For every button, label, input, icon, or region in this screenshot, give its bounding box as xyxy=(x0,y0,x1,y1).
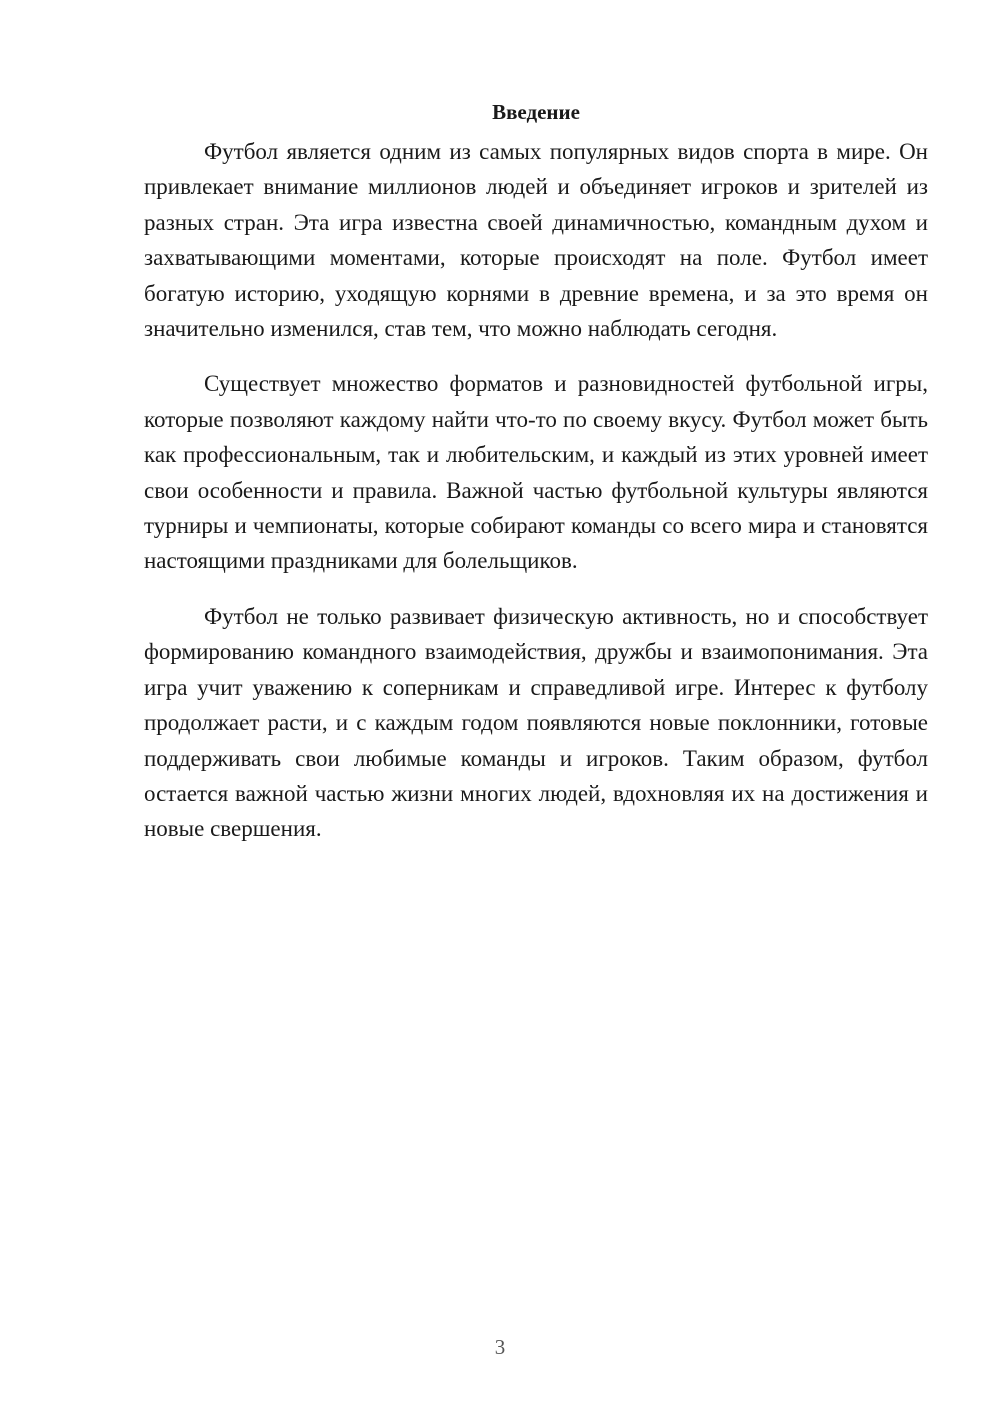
paragraph-1: Футбол является одним из самых популярных видов спорта в мире. Он привлекает внимание миллионов людей и объединяет игроков и зрителей из разных стран. Эта игра известна своей динамичностью, командным духом и захватывающими моментами, которые происходят на поле. Футбол имеет богатую историю, уходящую корнями в древние времена, и за это время он значительно изменился, став тем, что можно наблюдать сегодня. xyxy=(144,139,928,342)
page-number: 3 xyxy=(494,1335,506,1359)
page-content xyxy=(144,96,928,847)
paragraph-3: Футбол не только развивает физическую активность, но и способствует формированию командного взаимодействия, дружбы и взаимопонимания. Эта игра учит уважению к соперникам и справедливой игре. Интерес к футболу продолжает расти, и с каждым годом появляются новые поклонники, готовые поддерживать свои любимые команды и игроков. Таким образом, футбол остается важной частью жизни многих людей, вдохновляя их на достижения и новые свершения. xyxy=(144,603,928,842)
paragraph-2: Существует множество форматов и разновидностей футбольной игры, которые позволяют каждому найти что-то по своему вкусу. Футбол может быть как профессиональным, так и любительским, и каждый из этих уровней имеет свои особенности и правила. Важной частью футбольной культуры являются турниры и чемпионаты, которые собирают команды со всего мира и становятся настоящими праздниками для болельщиков. xyxy=(144,371,928,574)
section-title: Введение xyxy=(492,100,580,124)
